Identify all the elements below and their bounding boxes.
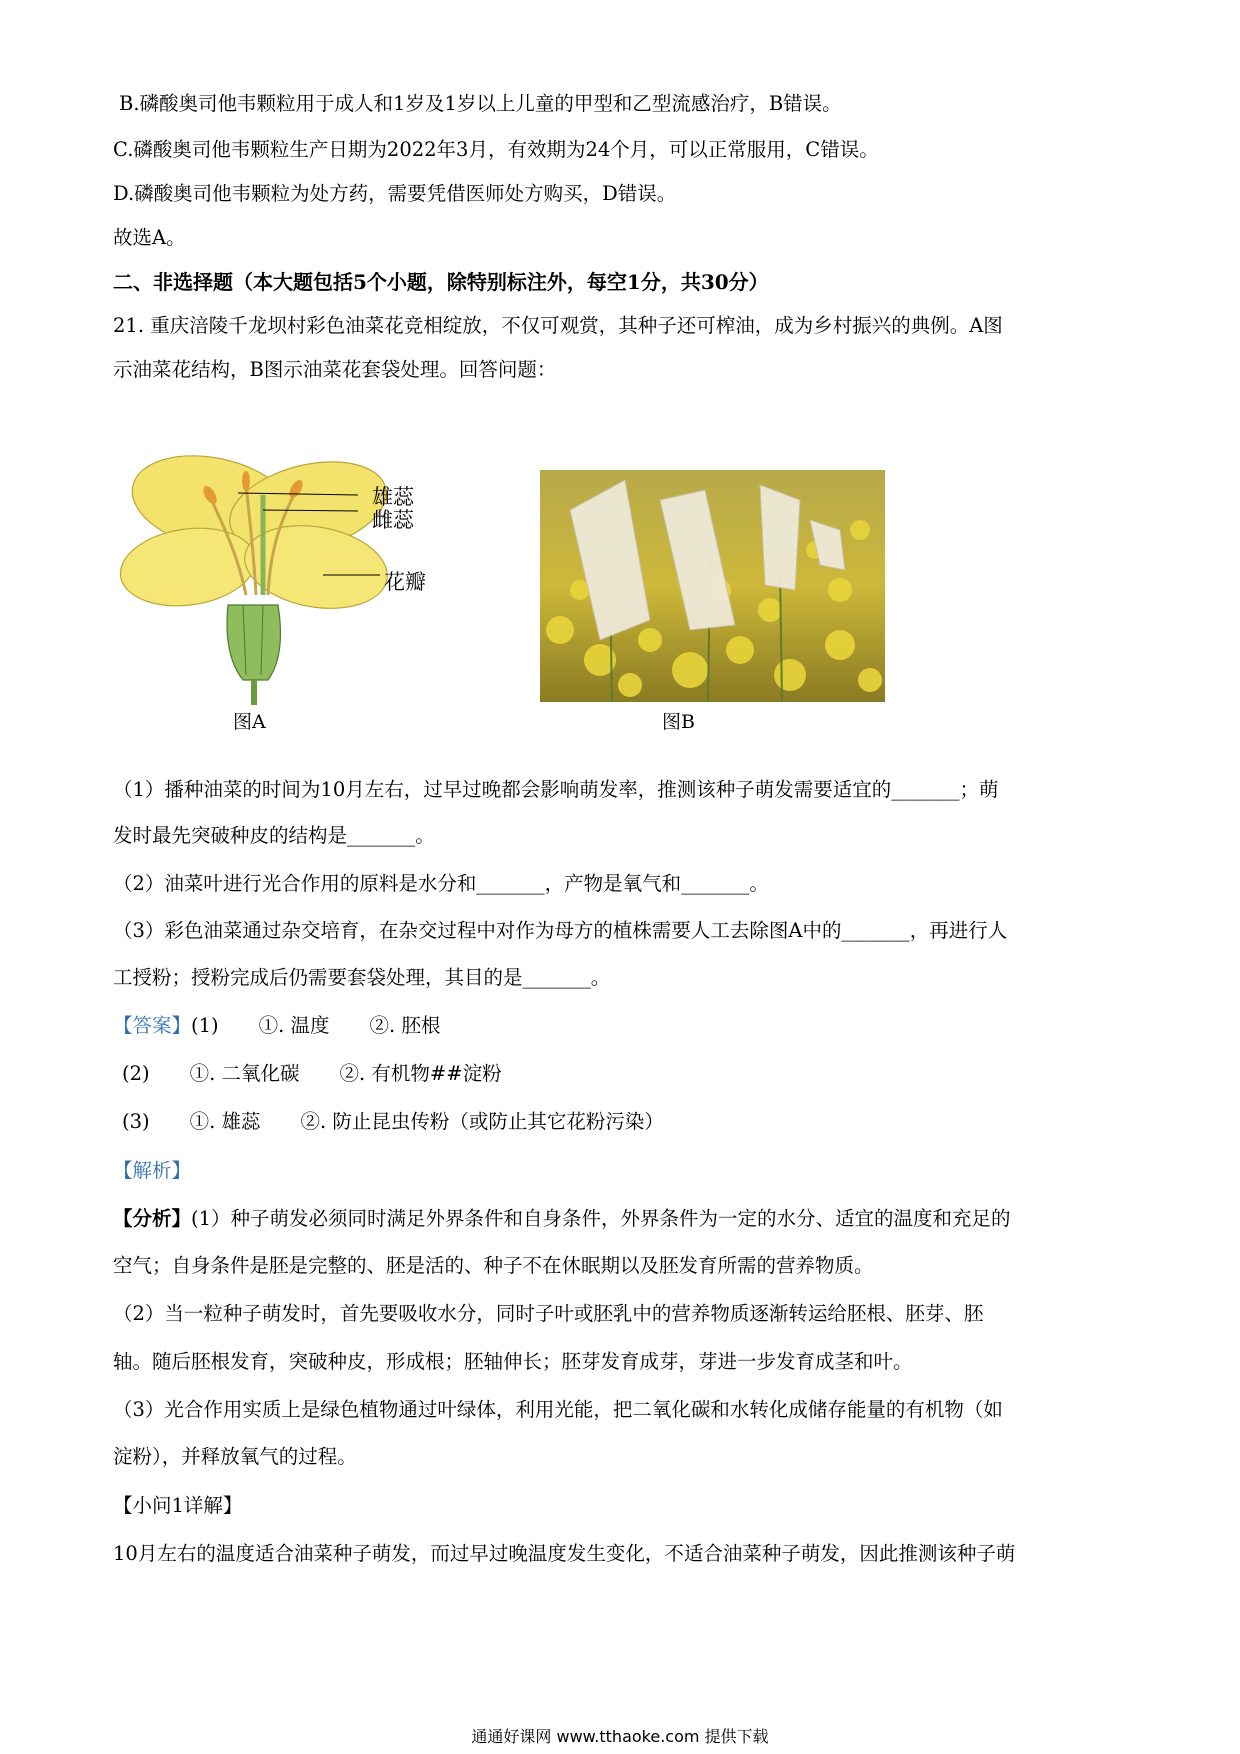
label-stamen: 雄蕊 xyxy=(372,485,414,509)
subquestion-1-line-1: （1）播种油菜的时间为10月左右，过早过晚都会影响萌发率，推测该种子萌发需要适宜的_______；萌 xyxy=(113,778,999,801)
caption-figure-b: 图B xyxy=(662,711,695,733)
fenxi-tag: 【分析】 xyxy=(113,1207,192,1230)
question-21-line-1: 21. 重庆涪陵千龙坝村彩色油菜花竞相绽放，不仅可观赏，其种子还可榨油，成为乡村振兴的典例。A图 xyxy=(113,314,1003,337)
answer-row-1: 【答案】(1) ①. 温度 ②. 胚根 xyxy=(113,1014,441,1037)
subquestion-2: （2）油菜叶进行光合作用的原料是水分和_______，产物是氧气和_______。 xyxy=(113,872,769,895)
bagged-flower-photo xyxy=(540,470,885,702)
analysis-para-1-line-2: 空气；自身条件是胚是完整的、胚是活的、种子不在休眠期以及胚发育所需的营养物质。 xyxy=(113,1254,874,1277)
option-d-text: D.磷酸奥司他韦颗粒为处方药，需要凭借医师处方购买，D错误。 xyxy=(113,182,677,205)
option-c-text: C.磷酸奥司他韦颗粒生产日期为2022年3月，有效期为24个月，可以正常服用，C错误。 xyxy=(113,138,879,161)
receptacle-stem xyxy=(227,605,280,705)
analysis-para-2-line-1: （2）当一粒种子萌发时，首先要吸收水分，同时子叶或胚乳中的营养物质逐渐转运给胚根、胚芽、胚 xyxy=(113,1302,984,1325)
caption-figure-a: 图A xyxy=(233,711,266,733)
question-21-line-2: 示油菜花结构，B图示油菜花套袋处理。回答问题： xyxy=(113,358,557,381)
choice-conclusion: 故选A。 xyxy=(113,226,186,249)
subquestion-3-line-2: 工授粉；授粉完成后仍需要套袋处理，其目的是_______。 xyxy=(113,966,611,989)
analysis-para-3-line-1: （3）光合作用实质上是绿色植物通过叶绿体，利用光能，把二氧化碳和水转化成储存能量的有机物（如 xyxy=(113,1398,1003,1421)
analysis-tag: 【解析】 xyxy=(113,1159,192,1182)
answer-row-2: (2) ①. 二氧化碳 ②. 有机物##淀粉 xyxy=(122,1062,502,1085)
detail-tag: 【小问1详解】 xyxy=(113,1494,243,1517)
page-footer: 通通好课网 www.tthaoke.com 提供下载 xyxy=(471,1727,769,1746)
label-pistil: 雌蕊 xyxy=(372,508,414,532)
option-b-text: B.磷酸奥司他韦颗粒用于成人和1岁及1岁以上儿童的甲型和乙型流感治疗，B错误。 xyxy=(119,92,842,115)
analysis-para-3-line-2: 淀粉），并释放氧气的过程。 xyxy=(113,1445,357,1468)
answer-row-3: (3) ①. 雄蕊 ②. 防止昆虫传粉（或防止其它花粉污染） xyxy=(122,1110,664,1133)
subquestion-1-line-2: 发时最先突破种皮的结构是_______。 xyxy=(113,824,435,847)
subquestion-3-line-1: （3）彩色油菜通过杂交培育，在杂交过程中对作为母方的植株需要人工去除图A中的_______，再进行人 xyxy=(113,919,1008,942)
answer-tag: 【答案】 xyxy=(113,1014,192,1037)
label-petal: 花瓣 xyxy=(384,570,426,594)
section-title: 二、非选择题（本大题包括5个小题，除特别标注外，每空1分，共30分） xyxy=(113,270,769,294)
analysis-para-1-line-1: 【分析】(1）种子萌发必须同时满足外界条件和自身条件，外界条件为一定的水分、适宜的温度和充足的 xyxy=(113,1207,1011,1230)
analysis-para-2-line-2: 轴。随后胚根发育，突破种皮，形成根；胚轴伸长；胚芽发育成芽，芽进一步发育成茎和叶。 xyxy=(113,1350,913,1373)
detail-line-1: 10月左右的温度适合油菜种子萌发，而过早过晚温度发生变化，不适合油菜种子萌发，因此推测该种子萌 xyxy=(113,1542,1016,1565)
